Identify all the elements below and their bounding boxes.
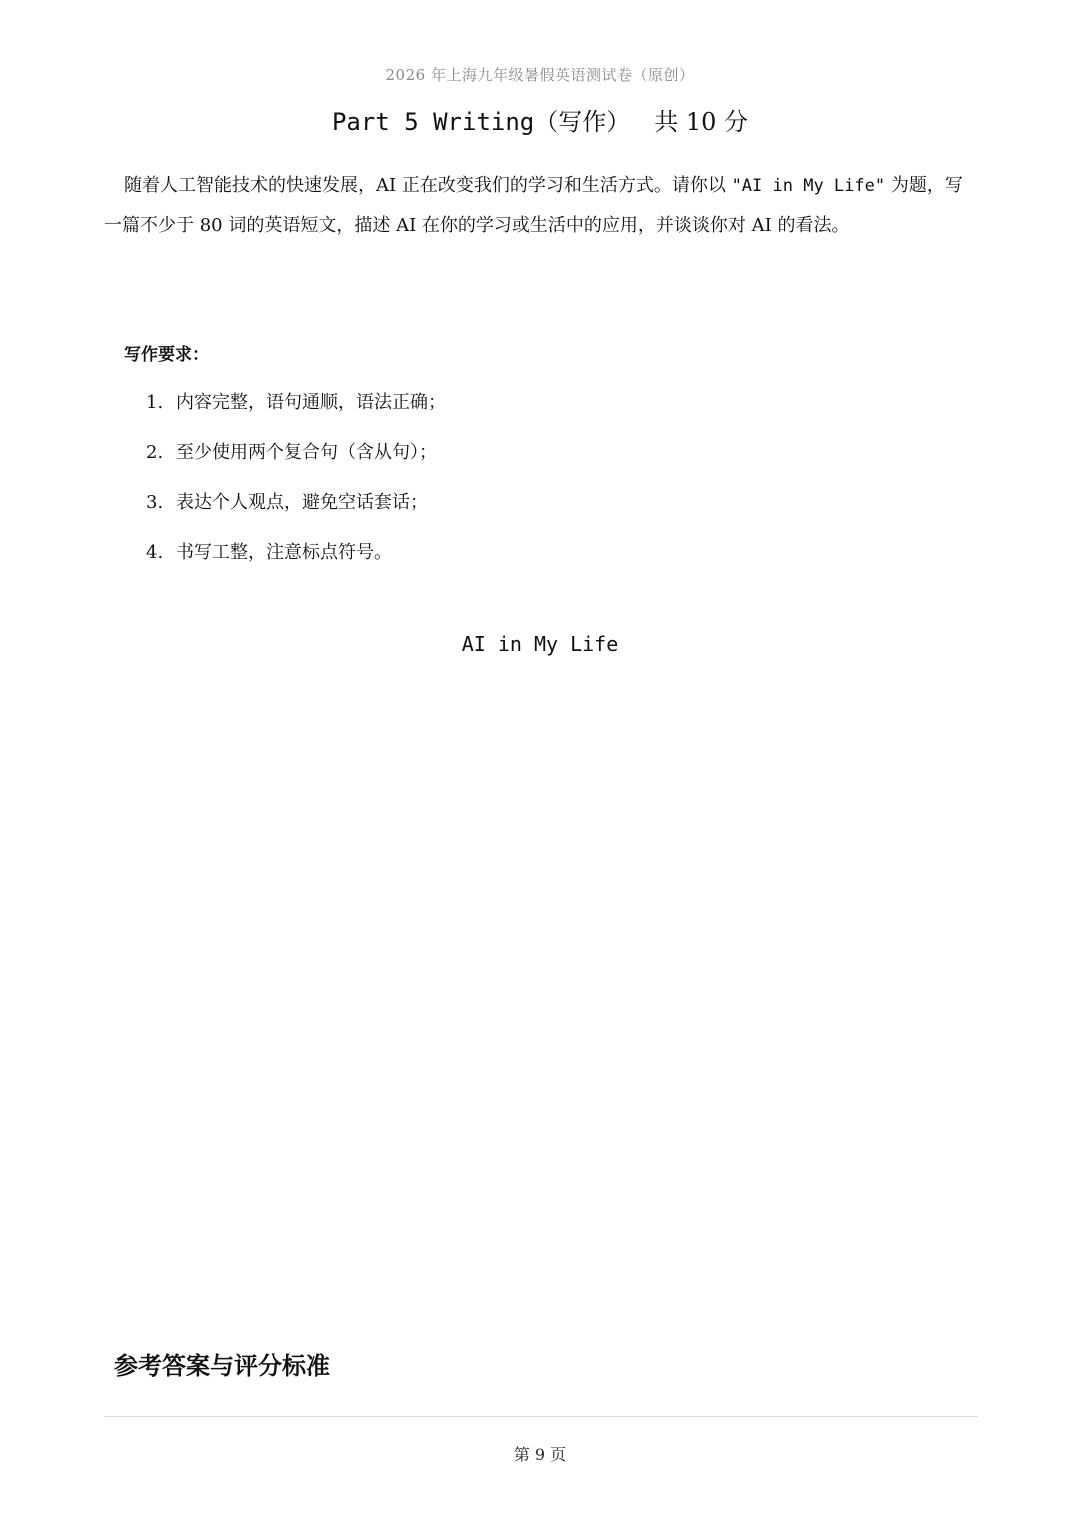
section-score: 共 10 分: [654, 108, 749, 136]
page-header: 2026 年上海九年级暑假英语测试卷（原创）: [385, 66, 695, 84]
requirement-text: 至少使用两个复合句（含从句）；: [176, 442, 437, 463]
requirements-list: [146, 388, 446, 588]
prompt-text-part1: 随着人工智能技术的快速发展，AI 正在改变我们的学习和生活方式。请你以: [124, 175, 732, 196]
requirement-number: 4.: [146, 542, 164, 563]
answer-key-heading: 参考答案与评分标准: [114, 1352, 330, 1380]
writing-prompt: [104, 166, 976, 245]
requirements-title: 写作要求：: [124, 345, 209, 365]
page-number: 第 9 页: [513, 1445, 567, 1464]
essay-title: AI in My Life: [461, 632, 619, 656]
requirement-item: [146, 388, 446, 438]
section-title: [0, 102, 1080, 137]
requirement-number: 3.: [146, 492, 164, 513]
requirement-number: 2.: [146, 442, 164, 463]
requirement-number: 1.: [146, 392, 164, 413]
requirement-text: 表达个人观点，避免空话套话；: [176, 492, 428, 513]
section-title-chinese: （写作）: [534, 108, 631, 136]
requirement-text: 内容完整，语句通顺，语法正确；: [176, 392, 446, 413]
requirement-item: [146, 438, 446, 488]
prompt-quoted-title: "AI in My Life": [731, 176, 886, 196]
requirement-item: [146, 538, 446, 588]
requirement-item: [146, 488, 446, 538]
section-title-english: Part 5 Writing: [331, 108, 535, 136]
requirement-text: 书写工整，注意标点符号。: [176, 542, 392, 563]
prompt-text-part2: 为题，写一篇不少于 80 词的英语短文，描述 AI 在你的学习或生活中的应用，并谈谈你对 AI 的看法。: [104, 175, 963, 236]
footer-divider: [104, 1416, 978, 1417]
